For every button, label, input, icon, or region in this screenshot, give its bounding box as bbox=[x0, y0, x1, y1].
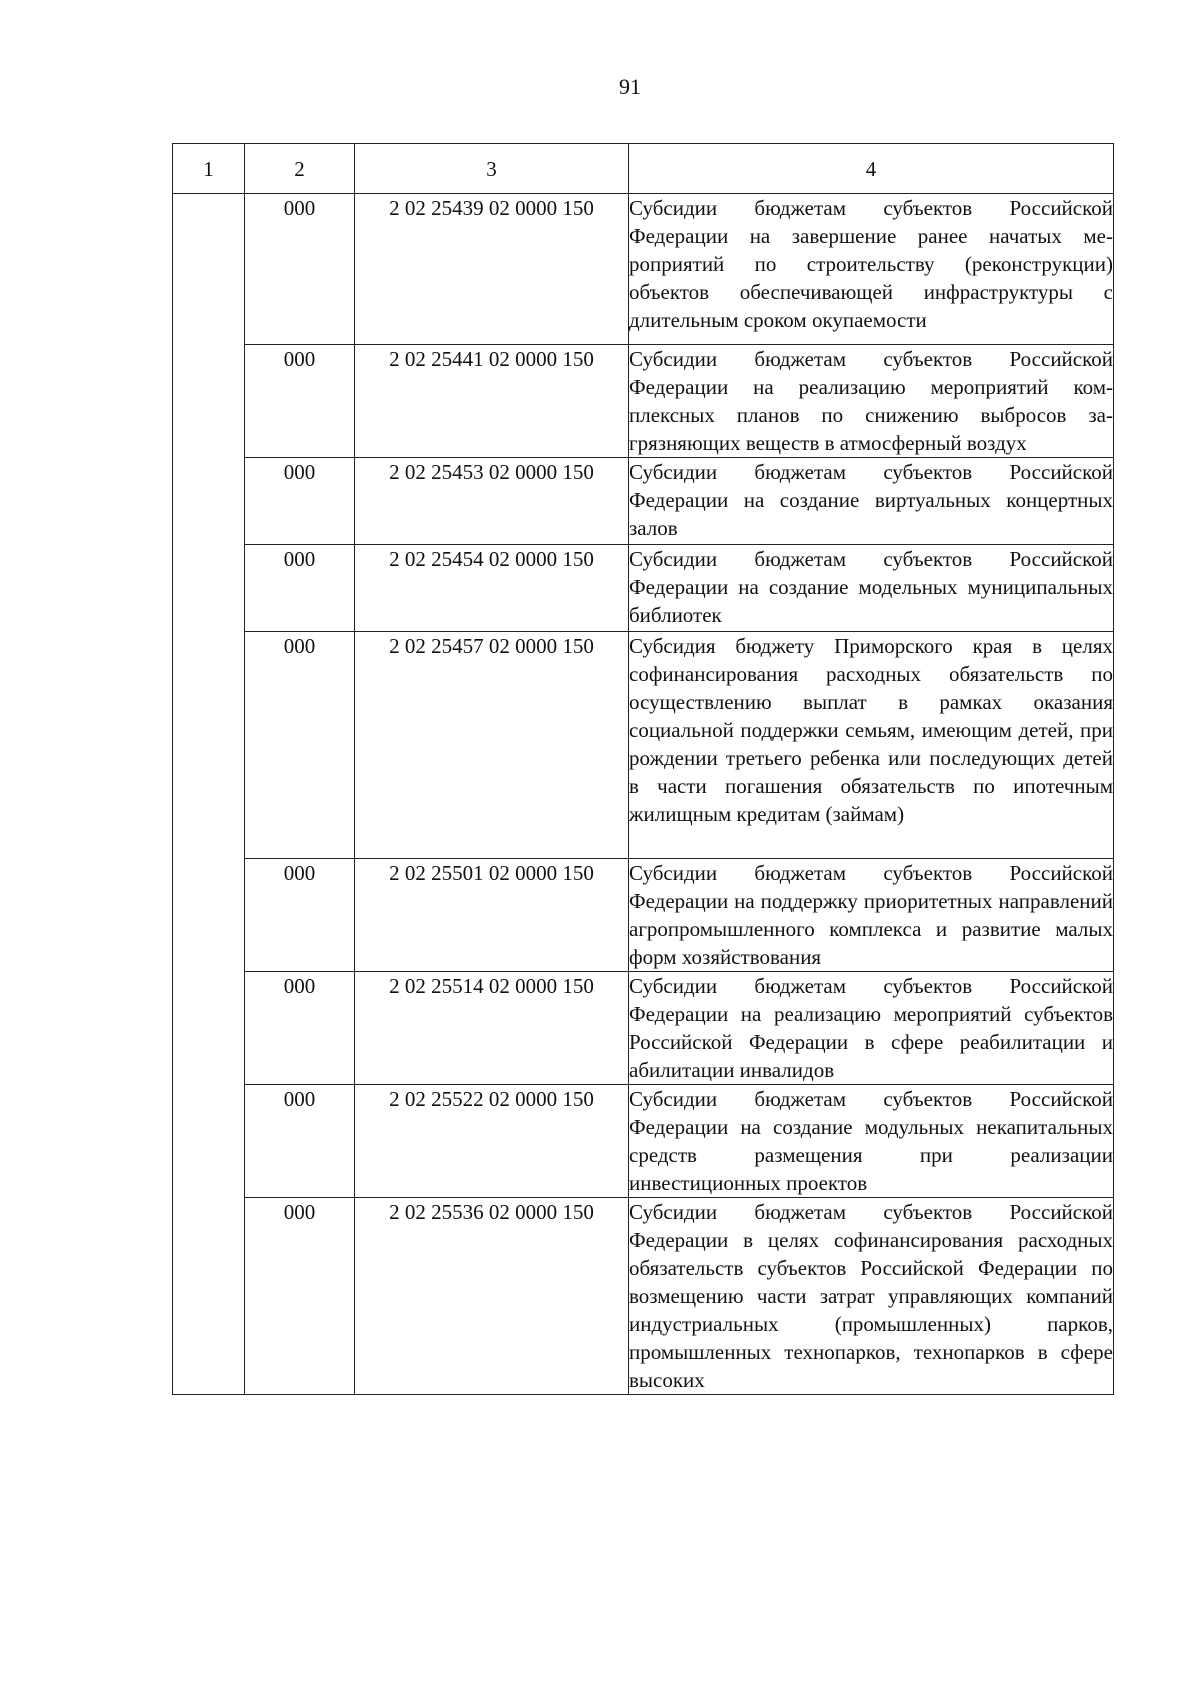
budget-code-cell: 2 02 25501 02 0000 150 bbox=[355, 859, 629, 972]
description-cell: Субсидии бюджетам субъектов Российской Федерации на поддержку приоритетных направлений агропромышленного комплекса и развитие малых форм хозяйствования bbox=[629, 859, 1114, 972]
description-cell: Субсидии бюджетам субъектов Российской Федерации на создание модельных муниципальных библиотек bbox=[629, 545, 1114, 632]
description-cell: Субсидии бюджетам субъектов Российской Федерации в целях софинансирования расходных обязательств субъектов Российской Федерации по возмещению части затрат управляющих компаний индустриальных (промышленных) парков, промышленных технопарков, технопарков в сфере высоких bbox=[629, 1198, 1114, 1395]
admin-code-cell: 000 bbox=[245, 345, 355, 458]
admin-code-cell: 000 bbox=[245, 632, 355, 859]
table-row bbox=[173, 632, 1114, 859]
admin-code-cell: 000 bbox=[245, 859, 355, 972]
table-row bbox=[173, 1085, 1114, 1198]
table-row bbox=[173, 1198, 1114, 1395]
budget-code-cell: 2 02 25522 02 0000 150 bbox=[355, 1085, 629, 1198]
column-header-2: 2 bbox=[245, 144, 355, 194]
description-cell: Субсидии бюджетам субъектов Российской Федерации на реализацию мероприятий комплексных планов по снижению выбросов загрязняющих веществ в атмосферный воздух bbox=[629, 345, 1114, 458]
description-cell: Субсидии бюджетам субъектов Российской Федерации на создание модульных некапитальных средств размещения при реализации инвестиционных проектов bbox=[629, 1085, 1114, 1198]
budget-code-cell: 2 02 25457 02 0000 150 bbox=[355, 632, 629, 859]
budget-code-cell: 2 02 25536 02 0000 150 bbox=[355, 1198, 629, 1395]
admin-code-cell: 000 bbox=[245, 1198, 355, 1395]
table-header bbox=[173, 144, 1114, 194]
table-row bbox=[173, 972, 1114, 1085]
budget-codes-table bbox=[172, 143, 1114, 1395]
budget-code-cell: 2 02 25514 02 0000 150 bbox=[355, 972, 629, 1085]
table-body bbox=[173, 194, 1114, 1395]
budget-code-cell: 2 02 25439 02 0000 150 bbox=[355, 194, 629, 345]
description-cell: Субсидии бюджетам субъектов Российской Федерации на реализацию мероприятий субъектов Российской Федерации в сфере реабилитации и абилитации инвалидов bbox=[629, 972, 1114, 1085]
table-row bbox=[173, 545, 1114, 632]
row-group-cell bbox=[173, 194, 245, 1395]
description-cell: Субсидии бюджетам субъектов Российской Федерации на создание виртуальных концертных залов bbox=[629, 458, 1114, 545]
table-row bbox=[173, 345, 1114, 458]
table-row bbox=[173, 194, 1114, 345]
column-header-1: 1 bbox=[173, 144, 245, 194]
table-row bbox=[173, 859, 1114, 972]
admin-code-cell: 000 bbox=[245, 194, 355, 345]
admin-code-cell: 000 bbox=[245, 545, 355, 632]
description-cell: Субсидии бюджетам субъектов Российской Федерации на завершение ранее начатых мероприятий по строительству (реконструкции) объектов обеспечивающей инфраструктуры с длительным сроком окупаемости bbox=[629, 194, 1114, 345]
admin-code-cell: 000 bbox=[245, 972, 355, 1085]
budget-code-cell: 2 02 25441 02 0000 150 bbox=[355, 345, 629, 458]
table-header-row bbox=[173, 144, 1114, 194]
description-cell: Субсидия бюджету Приморского края в целях софинансирования расходных обязательств по осуществлению выплат в рамках оказания социальной поддержки семьям, имеющим детей, при рождении третьего ребенка или последующих детей в части погашения обязательств по ипотечным жилищным кредитам (займам) bbox=[629, 632, 1114, 859]
admin-code-cell: 000 bbox=[245, 458, 355, 545]
page-number: 91 bbox=[619, 74, 641, 99]
budget-code-cell: 2 02 25454 02 0000 150 bbox=[355, 545, 629, 632]
column-header-3: 3 bbox=[355, 144, 629, 194]
admin-code-cell: 000 bbox=[245, 1085, 355, 1198]
table-row bbox=[173, 458, 1114, 545]
column-header-4: 4 bbox=[629, 144, 1114, 194]
budget-code-cell: 2 02 25453 02 0000 150 bbox=[355, 458, 629, 545]
